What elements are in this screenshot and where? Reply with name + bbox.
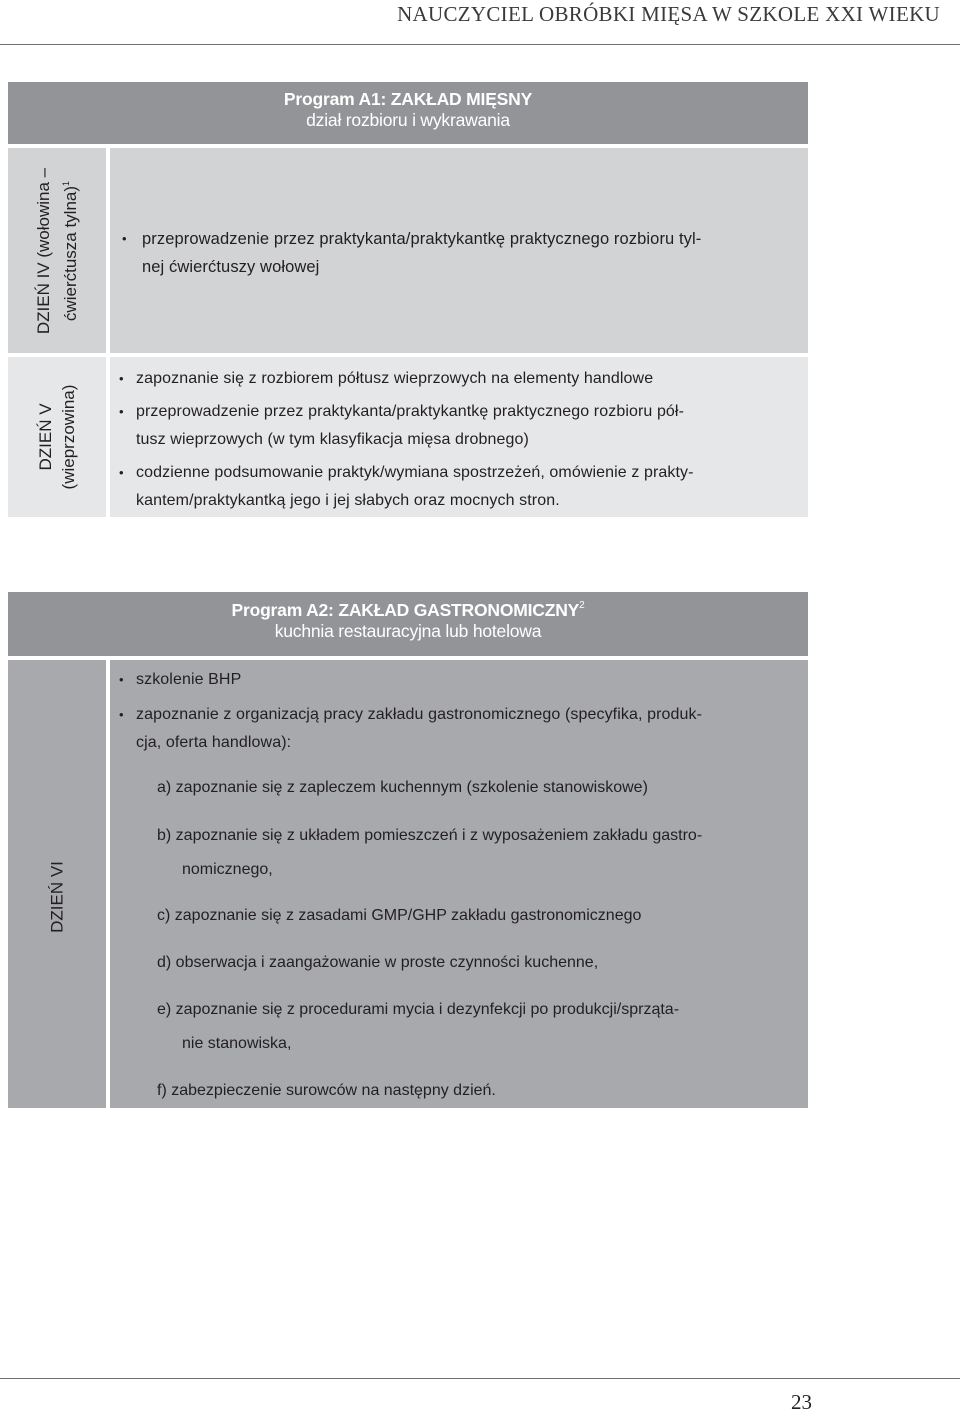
program-a1-title: Program A1: ZAKŁAD MIĘSNY [283, 89, 533, 109]
day-6-label: DZIEŃ VI [47, 861, 67, 934]
subitem-f: f) zabezpieczenie surowców na następny dzień. [157, 1082, 496, 1099]
day-6-label-cell [8, 660, 106, 1108]
list-item: • przeprowadzenie przez praktykanta/praktykantkę praktycznego rozbioru tyl- nej ćwierćtuszy wołowej [116, 225, 796, 281]
subitem-e: e) zapoznanie się z procedurami mycia i dezynfekcji po produkcji/sprząta- nie stanowiska, [157, 1001, 680, 1052]
list-item: • przeprowadzenie przez praktykanta/praktykantkę praktycznego rozbioru pół- tusz wieprzowych (w tym klasyfikacja mięsa drobnego) [113, 398, 800, 454]
day-5-label-cell [8, 357, 106, 517]
day-5-content-cell [110, 357, 808, 517]
subitem-a: a) zapoznanie się z zapleczem kuchennym (szkolenie stanowiskowe) [157, 779, 648, 796]
list-item: • codzienne podsumowanie praktyk/wymiana spostrzeżeń, omówienie z prakty- kantem/praktykantką jego i jej słabych oraz mocnych stron. [113, 459, 800, 515]
list-item: • zapoznanie z organizacją pracy zakładu gastronomicznego (specyfika, produk- cja, oferta handlowa): [113, 701, 801, 757]
page-number: 23 [791, 1390, 812, 1414]
program-a1-subtitle: dział rozbioru i wykrawania [306, 110, 510, 130]
list-item: • zapoznanie się z rozbiorem półtusz wieprzowych na elementy handlowe [113, 365, 800, 393]
list-item: • szkolenie BHP [113, 666, 801, 694]
day-6-list [113, 666, 801, 757]
day-5-list [113, 365, 800, 515]
program-a2-header [8, 592, 808, 656]
program-a1-header [8, 82, 808, 144]
subitem-c: c) zapoznanie się z zasadami GMP/GHP zakładu gastronomicznego [157, 907, 642, 924]
day-4-content-cell [110, 148, 808, 353]
day-5-label: DZIEŃ V (wieprzowina) [36, 384, 78, 490]
day-4-label: DZIEŃ IV (wołowina – ćwierćtusza tylna)$^1$ [34, 167, 80, 334]
program-a2-subtitle: kuchnia restauracyjna lub hotelowa [274, 621, 542, 641]
day-4-list [116, 225, 796, 281]
day-4-label-cell [8, 148, 106, 353]
program-a2-title: Program A2: ZAKŁAD GASTRONOMICZNY$^2$ [231, 600, 585, 620]
subitem-d: d) obserwacja i zaangażowanie w proste czynności kuchenne, [157, 954, 599, 971]
header-rule [0, 44, 960, 45]
running-head: NAUCZYCIEL OBRÓBKI MIĘSA W SZKOLE XXI WIEKU [397, 2, 940, 26]
footer-rule [0, 1378, 960, 1379]
subitem-b: b) zapoznanie się z układem pomieszczeń i z wyposażeniem zakładu gastro- nomicznego, [157, 827, 703, 878]
